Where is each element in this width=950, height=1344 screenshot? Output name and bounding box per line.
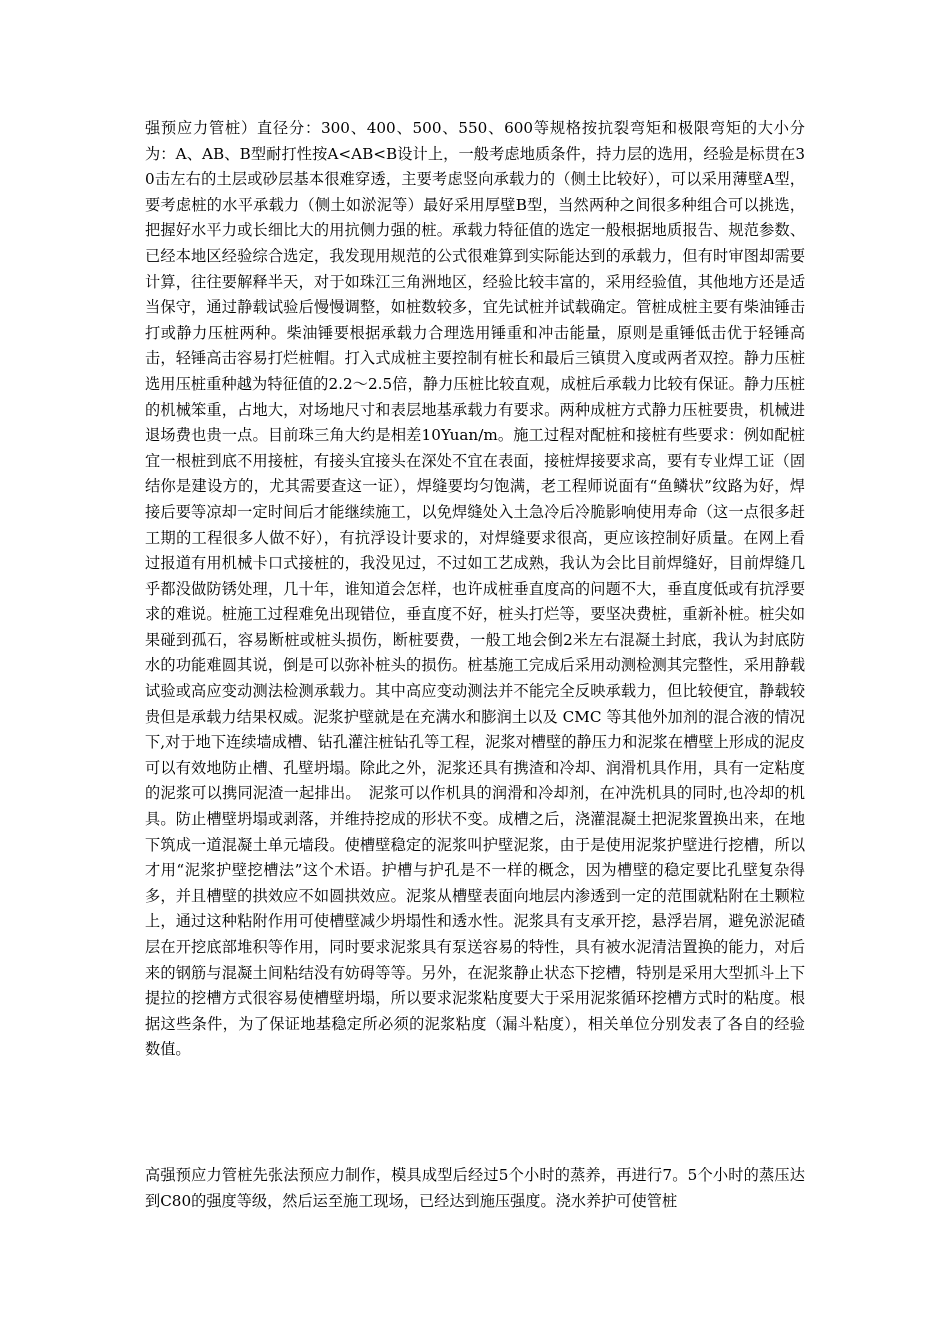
body-paragraph-2: 高强预应力管桩先张法预应力制作，模具成型后经过5个小时的蒸养，再进行7。5个小时的蒸压达到C80的强度等级，然后运至施工现场，已经达到施压强度。浇水养护可使管桩 bbox=[145, 1166, 805, 1210]
document-page bbox=[145, 116, 805, 1210]
body-paragraph-1: 强预应力管桩）直径分：300、400、500、550、600等规格按抗裂弯矩和极限弯矩的大小分为：A、AB、B型耐打性按A<AB<B设计上，一般考虑地质条件，持力层的选用，经验是标贯在30击左右的土层或砂层基本很难穿透，主要考虑竖向承载力的（侧土比较好），可以采用薄壁A型，要考虑桩的水平承载力（侧土如淤泥等）最好采用厚壁B型，当然两种之间很多种组合可以挑选，把握好水平力或长细比大的用抗侧力强的桩。承载力特征值的选定一般根据地质报告、规范参数、已经本地区经验综合选定，我发现用规范的公式很难算到实际能达到的承载力，但有时审图却需要计算，往往要解释半天，对于如珠江三角洲地区，经验比较丰富的，采用经验值，其他地方还是适当保守，通过静载试验后慢慢调整，如桩数较多，宜先试桩并试载确定。管桩成桩主要有柴油锤击打或静力压桩两种。柴油锤要根据承载力合理选用锤重和冲击能量，原则是重锤低击优于轻锤高击，轻锤高击容易打烂桩帽。打入式成桩主要控制有桩长和最后三镇贯入度或两者双控。静力压桩选用压桩重种越为特征值的2.2～2.5倍，静力压桩比较直观，成桩后承载力比较有保证。静力压桩的机械笨重，占地大，对场地尺寸和表层地基承载力有要求。两种成桩方式静力压桩要贵，机械进退场费也贵一点。目前珠三角大约是相差10Yuan/m。施工过程对配桩和接桩有些要求：例如配桩宜一根桩到底不用接桩，有接头宜接头在深处不宜在表面，接桩焊接要求高，要有专业焊工证（固结你是建设方的，尤其需要查这一证），焊缝要均匀饱满，老工程师说面有“鱼鳞状”纹路为好，焊接后要等凉却一定时间后才能继续施工，以免焊缝处入土急冷后冷脆影响使用寿命（这一点很多赶工期的工程很多人做不好），有抗浮设计要求的，对焊缝要求很高，更应该控制好质量。在网上看过报道有用机械卡口式接桩的，我没见过，不过如工艺成熟，我认为会比目前焊缝好，目前焊缝几乎都没做防锈处理，几十年，谁知道会怎样，也许成桩垂直度高的问题不大，垂直度低或有抗浮要求的难说。桩施工过程难免出现错位，垂直度不好，桩头打烂等，要坚决费桩，重新补桩。桩尖如果碰到孤石，容易断桩或桩头损伤，断桩要费，一般工地会倒2米左右混凝土封底，我认为封底防水的功能难圆其说，倒是可以弥补桩头的损伤。桩基施工完成后采用动测检测其完整性，采用静载试验或高应变动测法检测承载力。其中高应变动测法并不能完全反映承载力，但比较便宜，静载较贵但是承载力结果权威。泥浆护壁就是在充满水和膨润土以及 CMC 等其他外加剂的混合液的情况下,对于地下连续墙成槽、钻孔灌注桩钻孔等工程，泥浆对槽壁的静压力和泥浆在槽壁上形成的泥皮可以有效地防止槽、孔壁坍塌。除此之外，泥浆还具有携渣和冷却、润滑机具作用，具有一定粘度的泥浆可以携同泥渣一起排出。 泥浆可以作机具的润滑和冷却剂，在冲洗机具的同时,也冷却的机具。防止槽壁坍塌或剥落，并维持挖成的形状不变。成槽之后，浇灌混凝土把泥浆置换出来，在地下筑成一道混凝土单元墙段。使槽壁稳定的泥浆叫护壁泥浆，由于是使用泥浆护壁进行挖槽，所以才用“泥浆护壁挖槽法”这个术语。护槽与护孔是不一样的概念，因为槽壁的稳定要比孔壁复杂得多，并且槽壁的拱效应不如圆拱效应。泥浆从槽壁表面向地层内渗透到一定的范围就粘附在土颗粒上，通过这种粘附作用可使槽壁减少坍塌性和透水性。泥浆具有支承开挖，悬浮岩屑，避免淤泥碴层在开挖底部堆积等作用，同时要求泥浆具有泵送容易的特性，具有被水泥清洁置换的能力，对后来的钢筋与混凝土间粘结没有妨碍等等。另外，在泥浆静止状态下挖槽，特别是采用大型抓斗上下提拉的挖槽方式很容易使槽壁坍塌，所以要求泥浆粘度要大于采用泥浆循环挖槽方式时的粘度。根据这些条件，为了保证地基稳定所必须的泥浆粘度（漏斗粘度），相关单位分别发表了各自的经验数值。 bbox=[145, 119, 805, 1059]
